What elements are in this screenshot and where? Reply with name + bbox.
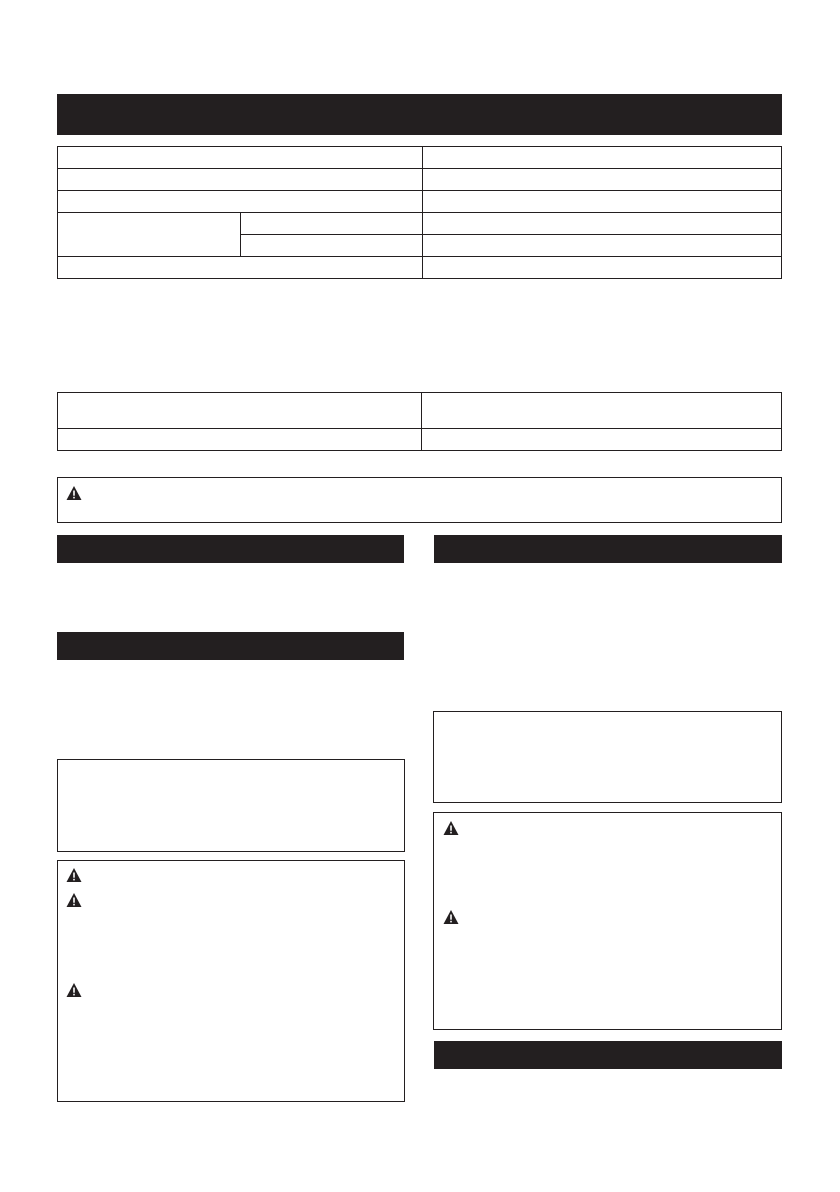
table-cell [58,429,422,451]
table-cell [58,147,423,169]
left-section-2-heading [57,632,404,660]
table-cell [58,191,423,213]
warning-triangle-icon [66,485,82,501]
warning-triangle-icon [443,820,459,836]
table-cell [423,257,782,279]
table-row [58,191,782,213]
left-note-box [57,759,405,852]
table-cell [422,429,782,451]
table-row [58,169,782,191]
table-cell [422,393,782,429]
table-cell [241,213,423,235]
table-row [58,213,782,235]
specifications-table [57,146,782,279]
table-cell [58,169,423,191]
table-cell [58,393,422,429]
warning-triangle-icon [66,982,82,998]
table-cell [423,235,782,257]
warning-triangle-icon [66,892,82,908]
warning-triangle-icon [443,909,459,925]
left-warning-box [57,860,405,1102]
table-row [58,393,782,429]
table-cell [423,169,782,191]
table-cell [423,191,782,213]
warning-banner [57,477,782,523]
right-note-box [433,711,782,803]
table-cell [423,213,782,235]
document-title-bar [57,94,782,135]
secondary-table [57,392,782,451]
table-cell [423,147,782,169]
right-section-1-heading [434,535,782,563]
right-section-2-heading [434,1041,782,1069]
right-warning-box [433,812,782,1030]
left-section-1-heading [57,535,404,563]
warning-triangle-icon [66,867,82,883]
table-row [58,147,782,169]
table-cell [58,213,241,257]
table-row [58,429,782,451]
table-cell [241,235,423,257]
table-row [58,257,782,279]
table-cell [58,257,423,279]
